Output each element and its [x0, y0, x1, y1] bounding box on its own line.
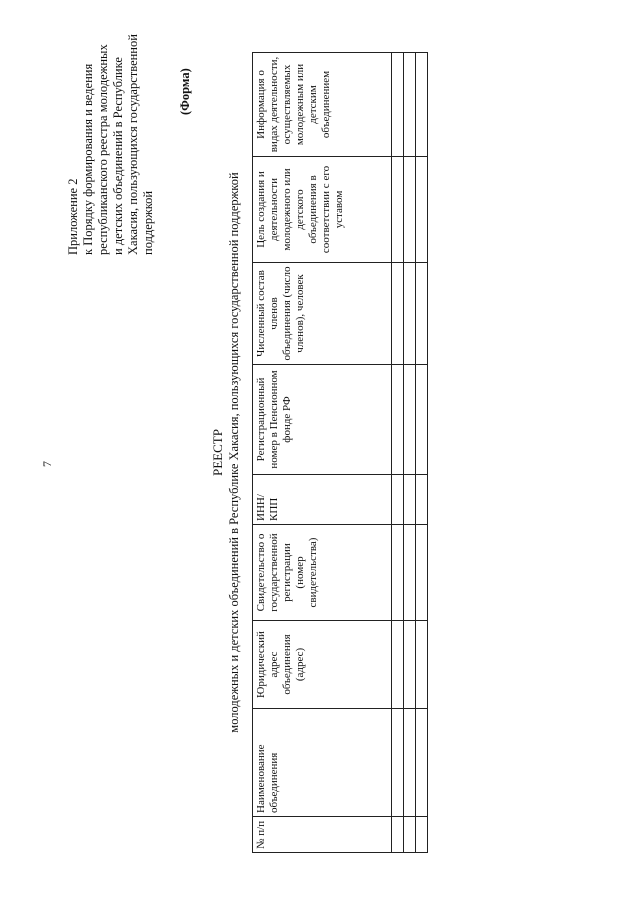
table-row	[416, 53, 428, 853]
column-header-number: № п/п	[253, 817, 392, 853]
column-header-member-count: Численный состав членов объединения (число членов), человек	[253, 263, 392, 365]
appendix-line: Приложение 2	[66, 178, 80, 255]
column-header-registration-certificate: Свидетельство о государственной регистрации (номер свидетельства)	[253, 525, 392, 621]
appendix-line: и детских объединений в Республике	[111, 57, 125, 255]
appendix-line: к Порядку формирования и ведения	[81, 63, 95, 255]
column-header-activities: Информация о видах деятельности, осуществляемых молодежным или детским объединением	[253, 53, 392, 157]
table-cell	[392, 475, 404, 525]
table-cell	[392, 263, 404, 365]
registry-table	[252, 52, 428, 853]
page-number: 7	[40, 461, 54, 467]
column-header-name: Наименование объединения	[253, 709, 392, 817]
table-cell	[416, 525, 428, 621]
table-cell	[404, 365, 416, 475]
table-cell	[404, 157, 416, 263]
table-cell	[392, 157, 404, 263]
registry-title: РЕЕСТР	[210, 429, 225, 476]
table-cell	[416, 157, 428, 263]
table-cell	[404, 709, 416, 817]
table-cell	[404, 263, 416, 365]
table-cell	[404, 53, 416, 157]
registry-header-row	[253, 53, 392, 853]
table-cell	[392, 817, 404, 853]
table-cell	[392, 709, 404, 817]
appendix-heading	[66, 0, 156, 255]
appendix-line: республиканского реестра молодежных	[96, 44, 110, 255]
table-row	[404, 53, 416, 853]
table-cell	[416, 53, 428, 157]
table-cell	[416, 817, 428, 853]
table-cell	[404, 525, 416, 621]
table-row	[392, 53, 404, 853]
registry-subtitle: молодежных и детских объединений в Республике Хакасия, пользующихся государственной поддержкой	[227, 172, 241, 733]
table-cell	[404, 621, 416, 709]
table-cell	[416, 621, 428, 709]
table-cell	[416, 263, 428, 365]
appendix-line: поддержкой	[141, 190, 155, 255]
table-cell	[392, 365, 404, 475]
table-cell	[416, 709, 428, 817]
column-header-legal-address: Юридический адрес объединения (адрес)	[253, 621, 392, 709]
table-cell	[404, 817, 416, 853]
column-header-purpose: Цель создания и деятельности молодежного или детского объединения в соответствии с его уставом	[253, 157, 392, 263]
table-cell	[404, 475, 416, 525]
form-label: (Форма)	[178, 68, 192, 115]
table-cell	[416, 475, 428, 525]
column-header-pension-fund-number: Регистрационный номер в Пенсионном фонде РФ	[253, 365, 392, 475]
column-header-inn-kpp: ИНН/ КПП	[253, 475, 392, 525]
appendix-line: Хакасия, пользующихся государственной	[126, 34, 140, 255]
table-cell	[392, 525, 404, 621]
table-cell	[392, 621, 404, 709]
table-cell	[416, 365, 428, 475]
table-cell	[392, 53, 404, 157]
